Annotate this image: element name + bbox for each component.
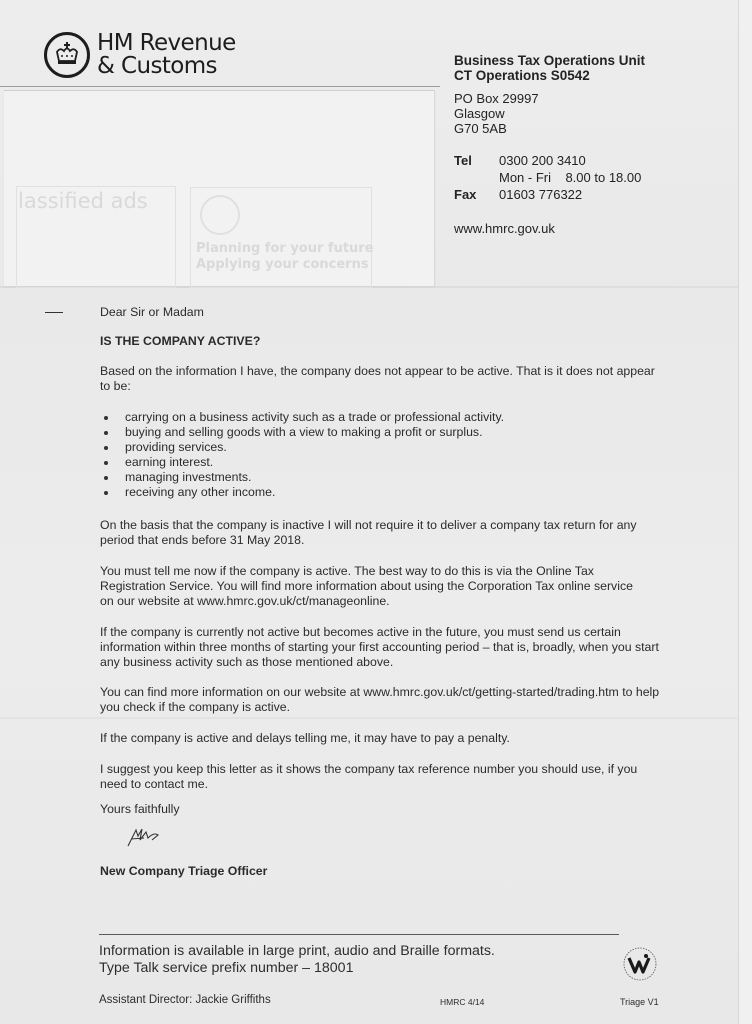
penalty-paragraph: If the company is active and delays telling me, it may have to pay a penalty.	[100, 731, 510, 745]
bleed-text-left: lassified ads	[18, 189, 148, 213]
logo-line-1: HM Revenue	[97, 30, 236, 56]
template-version: Triage V1	[620, 997, 659, 1007]
keep-letter-paragraph: I suggest you keep this letter as it shows the company tax reference number you should use, if you need to contact me.	[100, 762, 638, 791]
sender-operations: CT Operations S0542	[454, 68, 590, 83]
address-line-3: G70 5AB	[454, 121, 507, 136]
sender-unit: Business Tax Operations Unit	[454, 53, 646, 68]
list-item: earning interest.	[100, 455, 660, 470]
logo-wordmark	[97, 32, 236, 78]
more-info-paragraph: You can find more information on our website at www.hmrc.gov.uk/ct/getting-started/trading.htm to help you check if the company is active.	[100, 685, 660, 714]
address-line-1: PO Box 29997	[454, 91, 539, 106]
formats-note: Information is available in large print, audio and Braille formats.	[99, 943, 495, 959]
list-item: buying and selling goods with a view to making a profit or surplus.	[100, 425, 660, 440]
list-item: receiving any other income.	[100, 485, 660, 500]
assistant-director: Assistant Director: Jackie Griffiths	[99, 994, 271, 1006]
inactive-paragraph: On the basis that the company is inactive I will not require it to deliver a company tax return for any period that ends before 31 May 2018.	[100, 518, 637, 547]
overlay-paper	[4, 90, 435, 286]
bleed-circle	[200, 195, 240, 235]
fold-line	[0, 717, 738, 719]
tel-number: 0300 200 3410	[499, 153, 586, 168]
inactivity-criteria-list	[100, 410, 660, 500]
crown-crest-icon	[44, 32, 90, 78]
list-item: managing investments.	[100, 470, 660, 485]
positive-about-disabled-people-badge-icon	[618, 944, 662, 989]
accessibility-info	[99, 943, 495, 977]
intro-paragraph: Based on the information I have, the company does not appear to be active. That is it does not appear to be:	[100, 364, 655, 393]
typetalk-note: Type Talk service prefix number – 18001	[99, 960, 354, 976]
fax-number: 01603 776322	[499, 187, 583, 202]
list-item: providing services.	[100, 440, 660, 455]
signatory-title: New Company Triage Officer	[100, 864, 268, 878]
opening-hours: Mon - Fri 8.00 to 18.00	[499, 170, 642, 185]
paper-edge	[738, 0, 752, 1024]
tell-me-paragraph: You must tell me now if the company is active. The best way to do this is via the Online Tax Registration Service. You will find more information about using the Corporation Tax online service on our website at www.hmrc.gov.uk/ct/manageonline.	[100, 564, 633, 608]
bleed-text-right-2: Applying your concerns	[196, 257, 369, 272]
list-item: carrying on a business activity such as a trade or professional activity.	[100, 410, 660, 425]
fax-label: Fax	[454, 187, 477, 202]
fold-mark	[45, 312, 63, 313]
future-activity-paragraph: If the company is currently not active but becomes active in the future, you must send us certain information within three months of starting your first accounting period – that is, broadly, when you start any business activity such as those mentioned above.	[100, 625, 659, 669]
tel-label: Tel	[454, 153, 472, 168]
website-link[interactable]: www.hmrc.gov.uk	[454, 221, 555, 236]
salutation: Dear Sir or Madam	[100, 305, 204, 319]
hmrc-logo	[44, 32, 236, 78]
header-rule	[0, 86, 440, 87]
address-line-2: Glasgow	[454, 106, 505, 121]
closing: Yours faithfully	[100, 802, 180, 816]
bleed-text-right-1: Planning for your future	[196, 241, 374, 256]
footer-rule	[99, 934, 619, 935]
logo-line-2: & Customs	[97, 53, 217, 79]
handwritten-signature-icon	[126, 826, 166, 853]
form-code: HMRC 4/14	[440, 997, 485, 1007]
letter-heading: IS THE COMPANY ACTIVE?	[100, 334, 261, 348]
